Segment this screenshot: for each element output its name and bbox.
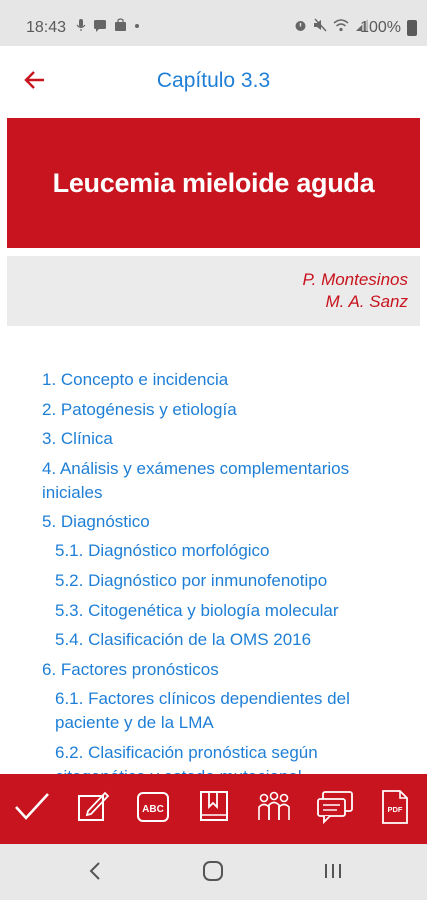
people-icon <box>255 790 293 829</box>
pdf-icon <box>380 789 410 830</box>
app-bar <box>0 46 427 118</box>
mark-read-button[interactable] <box>12 787 52 831</box>
back-nav-icon <box>88 861 102 886</box>
page-title: Capítulo 3.3 <box>156 69 271 92</box>
author-name: M. A. Sanz <box>325 292 408 311</box>
bookmark-button[interactable] <box>194 787 234 831</box>
chat-icon <box>315 790 355 829</box>
battery-level: 100% <box>360 19 401 36</box>
recents-nav-icon <box>323 862 343 885</box>
battery-icon <box>407 20 417 36</box>
toc-item[interactable]: 5.2. Diagnóstico por inmunofenotipo <box>55 571 328 590</box>
mic-icon <box>76 18 86 35</box>
author-name: P. Montesinos <box>302 270 408 289</box>
abc-icon <box>136 791 170 828</box>
status-bar <box>0 0 427 46</box>
home-nav-icon <box>202 860 224 887</box>
notes-button[interactable] <box>73 787 113 831</box>
mute-icon <box>313 18 327 35</box>
dot-icon <box>134 18 140 35</box>
toc-item[interactable]: 1. Concepto e incidencia <box>42 370 229 389</box>
toc-item[interactable]: 5.4. Clasificación de la OMS 2016 <box>55 630 312 649</box>
system-home-button[interactable] <box>198 860 228 886</box>
comments-button[interactable] <box>315 787 355 831</box>
glossary-button[interactable] <box>133 787 173 831</box>
wifi-icon <box>333 18 349 35</box>
system-recents-button[interactable] <box>318 860 348 886</box>
message-icon <box>93 18 107 35</box>
system-back-button[interactable] <box>80 860 110 886</box>
toc-item[interactable]: 5.1. Diagnóstico morfológico <box>55 541 270 560</box>
toc-item[interactable]: 3. Clínica <box>42 429 113 448</box>
toc-item[interactable]: 6. Factores pronósticos <box>42 660 219 679</box>
authors-box <box>7 256 420 326</box>
bookmark-book-icon <box>198 790 230 829</box>
toc-item[interactable]: 4. Análisis y exámenes complementarios iniciales <box>42 459 350 502</box>
bottom-toolbar <box>0 774 427 844</box>
system-nav-bar <box>0 844 427 900</box>
chapter-title: Leucemia mieloide aguda <box>52 167 375 198</box>
chapter-banner <box>7 118 420 248</box>
toc-item[interactable]: 2. Patogénesis y etiología <box>42 400 237 419</box>
edit-note-icon <box>76 790 110 829</box>
svg-text:PDF: PDF <box>387 804 403 814</box>
authors-button[interactable] <box>254 787 294 831</box>
pdf-button[interactable] <box>375 787 415 831</box>
svg-text:ABC: ABC <box>142 803 164 815</box>
checkmark-icon <box>13 791 51 828</box>
alarm-icon <box>294 18 307 35</box>
toc-item[interactable]: 5.3. Citogenética y biología molecular <box>55 601 339 620</box>
toc-item[interactable]: 5. Diagnóstico <box>42 512 150 531</box>
toc-item[interactable]: 6.1. Factores clínicos dependientes del paciente y de la LMA <box>55 689 350 732</box>
table-of-contents <box>0 360 427 774</box>
bag-icon <box>114 18 127 35</box>
toc-item[interactable]: 6.2. Clasificación pronóstica según <box>55 743 318 762</box>
status-time: 18:43 <box>26 19 67 36</box>
